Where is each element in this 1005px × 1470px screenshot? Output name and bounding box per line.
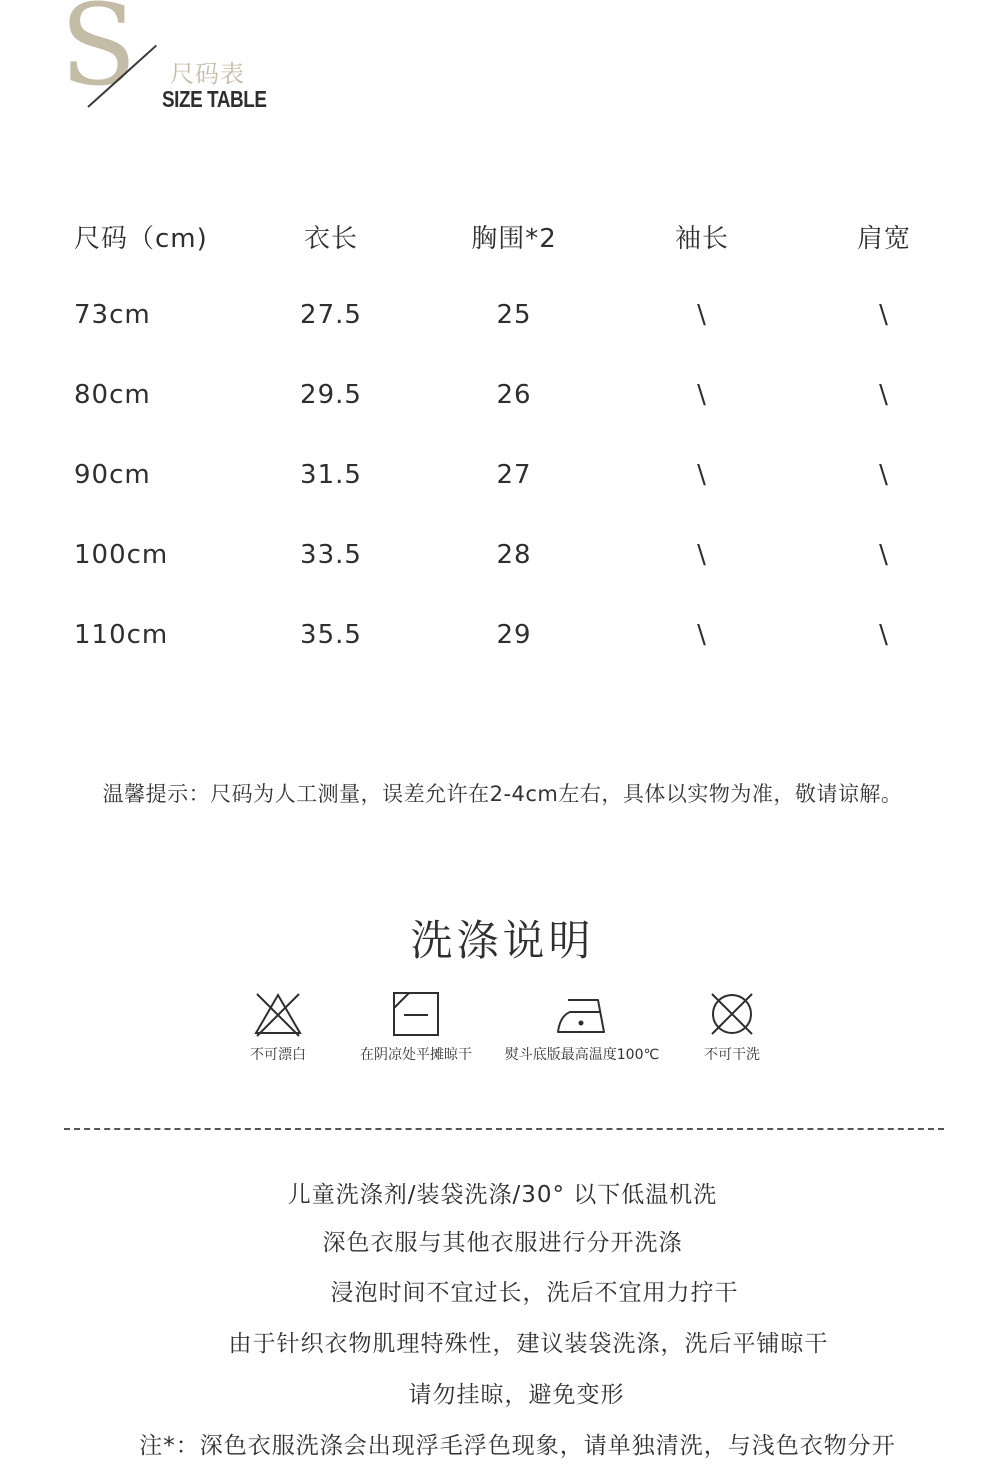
table-cell: 26 <box>496 380 532 410</box>
table-cell: \ <box>879 540 889 570</box>
care-label: 熨斗底版最高温度100℃ <box>504 1047 660 1063</box>
column-header: 胸围*2 <box>471 224 557 254</box>
instruction-footnote: 注*：深色衣服洗涤会出现浮毛浮色现象，请单独清洗，与浅色衣物分开 <box>139 1433 896 1459</box>
table-row <box>0 300 1005 350</box>
dashed-divider <box>64 1128 944 1130</box>
logo-letter: S <box>60 0 137 111</box>
table-cell: 73cm <box>74 300 151 330</box>
header-title-cn: 尺码表 <box>170 60 245 88</box>
no-dry-clean-icon <box>707 990 757 1038</box>
table-cell: 27.5 <box>300 300 362 330</box>
table-cell: 110cm <box>74 620 169 650</box>
table-cell: \ <box>697 380 707 410</box>
table-cell: \ <box>697 540 707 570</box>
table-cell: 33.5 <box>300 540 362 570</box>
dry-flat-in-shade-icon <box>391 990 441 1038</box>
instruction-line: 深色衣服与其他衣服进行分开洗涤 <box>322 1230 683 1256</box>
table-cell: 28 <box>496 540 532 570</box>
no-bleach-icon <box>253 990 303 1038</box>
table-cell: \ <box>697 300 707 330</box>
table-cell: 80cm <box>74 380 151 410</box>
care-label: 不可干洗 <box>704 1047 760 1063</box>
instruction-line: 儿童洗涤剂/装袋洗涤/30° 以下低温机洗 <box>287 1182 718 1208</box>
column-header: 肩宽 <box>856 224 912 254</box>
care-symbol <box>226 990 330 1064</box>
table-row <box>0 540 1005 590</box>
table-cell: 100cm <box>74 540 169 570</box>
table-cell: \ <box>879 300 889 330</box>
care-symbol <box>346 990 486 1064</box>
washing-title: 洗涤说明 <box>410 916 595 965</box>
table-cell: \ <box>879 380 889 410</box>
table-cell: 90cm <box>74 460 151 490</box>
table-cell: 29.5 <box>300 380 362 410</box>
instruction-line: 由于针织衣物肌理特殊性，建议装袋洗涤，洗后平铺晾干 <box>228 1331 829 1357</box>
measurement-note: 温馨提示：尺码为人工测量，误差允许在2-4cm左右，具体以实物为准，敬请谅解。 <box>102 782 903 806</box>
care-symbol <box>494 990 670 1064</box>
instruction-line: 请勿挂晾，避免变形 <box>408 1382 625 1408</box>
table-row <box>0 620 1005 670</box>
table-header-row <box>0 218 1005 268</box>
table-cell: 29 <box>496 620 532 650</box>
table-cell: 25 <box>496 300 532 330</box>
column-header: 尺码（cm) <box>74 224 208 254</box>
table-cell: 27 <box>496 460 532 490</box>
header-title-en: SIZE TABLE <box>162 86 267 112</box>
care-symbol <box>684 990 780 1064</box>
instruction-line: 浸泡时间不宜过长，洗后不宜用力拧干 <box>330 1280 739 1306</box>
table-row <box>0 380 1005 430</box>
table-cell: \ <box>697 460 707 490</box>
table-row <box>0 460 1005 510</box>
column-header: 衣长 <box>303 224 359 254</box>
care-label: 在阴凉处平摊晾干 <box>360 1047 472 1063</box>
table-cell: 35.5 <box>300 620 362 650</box>
table-cell: \ <box>879 620 889 650</box>
table-cell: \ <box>879 460 889 490</box>
column-header: 袖长 <box>674 224 730 254</box>
care-label: 不可漂白 <box>250 1047 306 1063</box>
iron-low-temp-icon <box>554 990 610 1038</box>
table-cell: \ <box>697 620 707 650</box>
table-cell: 31.5 <box>300 460 362 490</box>
